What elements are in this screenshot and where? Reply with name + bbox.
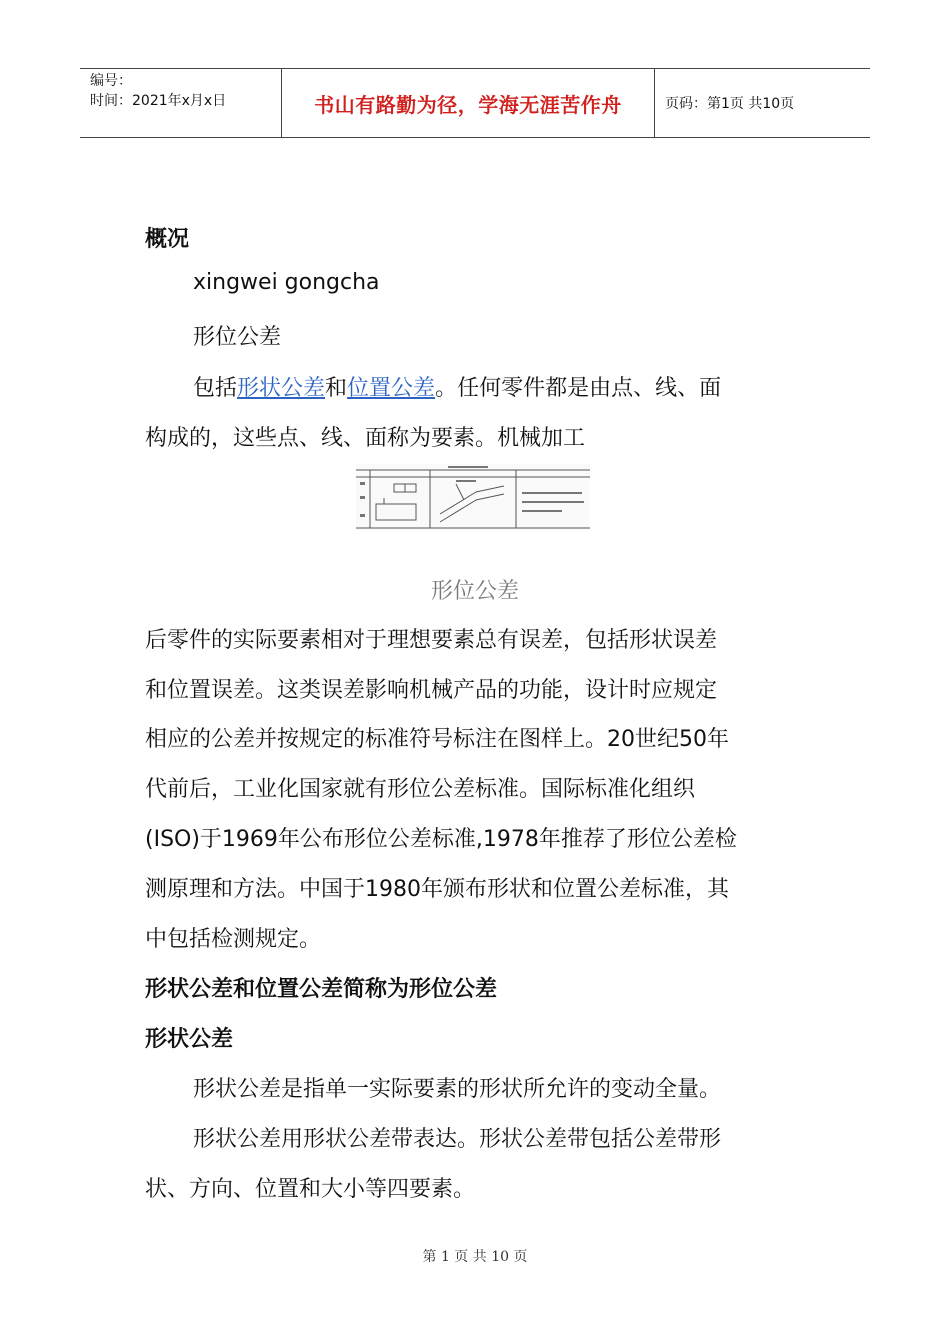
pinyin-line: xingwei gongcha bbox=[193, 270, 380, 295]
para1-and: 和 bbox=[325, 376, 348, 401]
heading-summary: 形状公差和位置公差简称为形位公差 bbox=[145, 977, 498, 1002]
paragraph-2-line-4: 代前后，工业化国家就有形位公差标准。国际标准化组织 bbox=[145, 777, 696, 802]
paragraph-4-line-2: 状、方向、位置和大小等四要素。 bbox=[145, 1177, 476, 1202]
paragraph-2-line-3: 相应的公差并按规定的标准符号标注在图样上。20世纪50年 bbox=[145, 727, 729, 752]
header-page-info: 页码：第1页 共10页 bbox=[665, 96, 795, 112]
paragraph-4-line-1: 形状公差用形状公差带表达。形状公差带包括公差带形 bbox=[193, 1127, 722, 1152]
heading-overview: 概况 bbox=[145, 227, 190, 252]
tolerance-table-image bbox=[356, 464, 590, 530]
header-motto: 书山有路勤为径，学海无涯苦作舟 bbox=[282, 69, 655, 137]
paragraph-2-line-5: (ISO)于1969年公布形位公差标准,1978年推荐了形位公差检 bbox=[145, 827, 737, 852]
para1-prefix: 包括 bbox=[193, 376, 238, 401]
para1-suffix: 。任何零件都是由点、线、面 bbox=[435, 376, 722, 401]
figure-caption: 形位公差 bbox=[430, 579, 519, 604]
term-line: 形位公差 bbox=[193, 325, 282, 350]
position-tolerance-link[interactable]: 位置公差 bbox=[347, 376, 436, 401]
paragraph-2-line-1: 后零件的实际要素相对于理想要素总有误差，包括形状误差 bbox=[145, 628, 718, 653]
document-header bbox=[80, 68, 870, 138]
page-footer: 第 1 页 共 10 页 bbox=[422, 1249, 528, 1265]
paragraph-2-line-7: 中包括检测规定。 bbox=[145, 927, 322, 952]
paragraph-2-line-6: 测原理和方法。中国于1980年颁布形状和位置公差标准，其 bbox=[145, 877, 729, 902]
number-label: 编号： bbox=[90, 73, 132, 89]
paragraph-3: 形状公差是指单一实际要素的形状所允许的变动全量。 bbox=[193, 1077, 722, 1102]
heading-shape-tolerance: 形状公差 bbox=[145, 1027, 234, 1052]
time-label: 时间：2021年x月x日 bbox=[90, 93, 227, 109]
paragraph-2-line-2: 和位置误差。这类误差影响机械产品的功能，设计时应规定 bbox=[145, 678, 718, 703]
shape-tolerance-link[interactable]: 形状公差 bbox=[237, 376, 326, 401]
header-meta bbox=[80, 69, 282, 137]
paragraph-1-line-2: 构成的，这些点、线、面称为要素。机械加工 bbox=[145, 426, 586, 451]
paragraph-1-line-1 bbox=[193, 371, 721, 402]
tolerance-table-drawing bbox=[356, 464, 590, 530]
